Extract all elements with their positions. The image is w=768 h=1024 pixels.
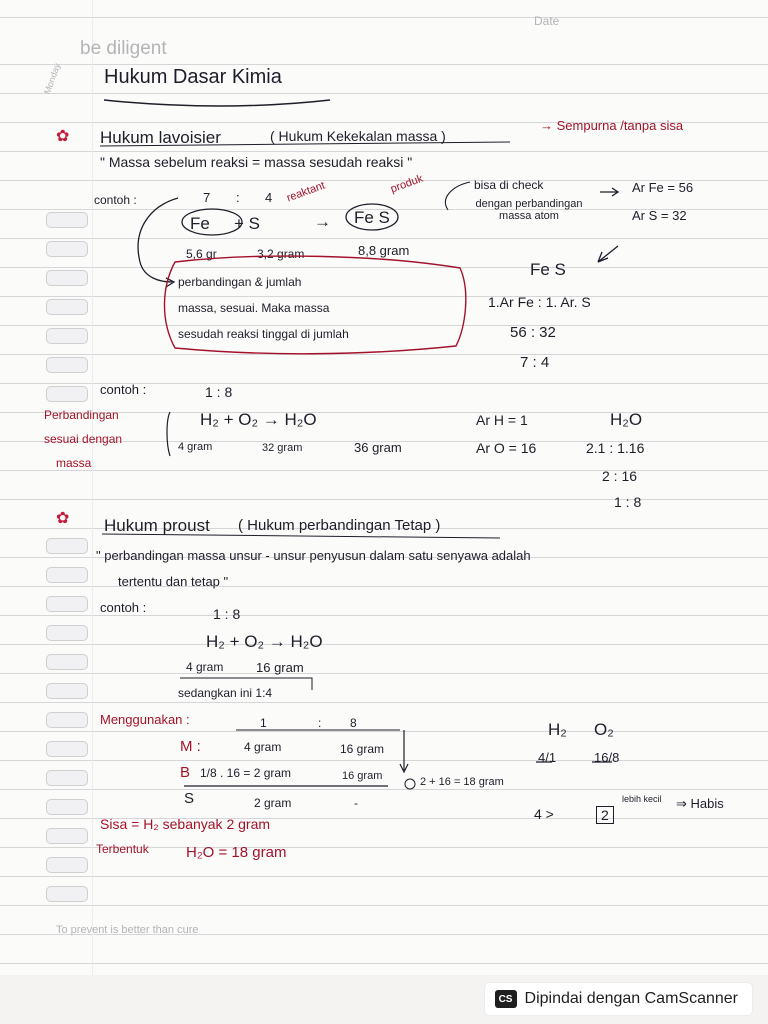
ratio-seven: 7 (203, 190, 211, 205)
minus-circle (405, 779, 415, 789)
fe-circle (182, 209, 242, 235)
o2-label: O₂ (594, 720, 614, 739)
sisa-line: Sisa = H₂ sebanyak 2 gram (100, 816, 271, 832)
day-label: Monday (42, 61, 63, 96)
lavoisier-note: → Sempurna /tanpa sisa (540, 118, 684, 133)
note-bracket (180, 678, 312, 690)
page-title: Hukum Dasar Kimia (104, 66, 282, 88)
lavoisier-subtitle: ( Hukum Kekekalan massa ) (270, 128, 446, 144)
ratio-colon: : (236, 190, 240, 205)
row-b-value-3: 2 + 16 = 18 gram (420, 776, 504, 788)
proust-note: sedangkan ini 1:4 (178, 686, 273, 700)
flower-bullet-icon: ✿ (56, 508, 70, 527)
proust-statement-2: tertentu dan tetap " (118, 574, 229, 589)
proust-mass-o2: 16 gram (256, 660, 304, 675)
scanner-footer (0, 975, 768, 1024)
eq2-mass-1: 4 gram (178, 441, 213, 453)
usage-ratio-1: 1 (260, 716, 267, 730)
bracket (167, 412, 170, 456)
usage-ratio-colon: : (318, 716, 322, 730)
ratio-four: 4 (265, 190, 273, 205)
terbentuk-value: H₂O = 18 gram (186, 844, 287, 861)
lavoisier-statement: " Massa sebelum reaksi = massa sesudah reaksi " (100, 154, 413, 170)
ar-o: Ar O = 16 (476, 440, 537, 456)
product-note: produk (388, 172, 425, 196)
date-label: Date (534, 14, 560, 28)
h2-label: H₂ (548, 720, 567, 739)
title-underline (104, 100, 330, 106)
row-s-label: S (184, 790, 195, 807)
h2o-ratio-2: 2 : 16 (602, 468, 638, 484)
compare-boxed-value: 2 (596, 806, 614, 824)
usage-label: Menggunakan : (100, 712, 190, 727)
row-m-value-1: 4 gram (244, 740, 282, 754)
check-note: bisa di check (474, 178, 544, 192)
proust-heading: Hukum proust (104, 516, 210, 535)
footer-motto: To prevent is better than cure (56, 924, 199, 936)
mass-fes: 8,8 gram (358, 243, 410, 258)
proust-underline (102, 534, 500, 538)
h2o-ratio-3: 1 : 8 (614, 494, 642, 510)
side-note-3: massa (56, 456, 92, 470)
terbentuk-label: Terbentuk (96, 842, 149, 856)
proust-subtitle: ( Hukum perbandingan Tetap ) (238, 517, 441, 534)
compare-note: lebih kecil (622, 794, 662, 804)
compare-note: dengan perbandingan massa atom (475, 198, 583, 222)
row-m-label: M : (180, 738, 201, 755)
box-line-3: sesudah reaksi tinggal di jumlah (178, 327, 349, 341)
equation-plus-s: + S (234, 214, 260, 233)
side-note-1: Perbandingan (44, 408, 119, 422)
compare-expression: 4 > (534, 806, 554, 822)
ar-row: 1.Ar Fe : 1. Ar. S (488, 294, 591, 310)
usage-ratio-8: 8 (350, 716, 357, 730)
ar-simple: 7 : 4 (520, 354, 550, 371)
proust-ratio: 1 : 8 (213, 606, 241, 622)
equation-fe: Fe (190, 214, 210, 233)
equation-product: Fe S (354, 208, 390, 227)
example2-ratio: 1 : 8 (205, 384, 233, 400)
side-note-2: sesuai dengan (44, 432, 123, 446)
equation-arrow: → (314, 212, 331, 231)
camscanner-logo-icon: CS (495, 990, 517, 1008)
row-b-value-1: 1/8 . 16 = 2 gram (200, 766, 292, 780)
usage-arrow (400, 730, 408, 772)
implies-arrow (600, 188, 618, 196)
mass-fe: 5,6 gr (186, 247, 217, 261)
h2o-label: H₂O (610, 410, 643, 429)
ar-s: Ar S = 32 (632, 208, 687, 223)
ar-fe: Ar Fe = 56 (632, 180, 694, 195)
row-s-value-2: - (354, 796, 358, 810)
proust-mass-h2: 4 gram (186, 660, 224, 674)
heading-underline (100, 142, 510, 146)
row-m-value-2: 16 gram (340, 742, 385, 756)
example-label: contoh : (94, 193, 137, 207)
ar-nums: 56 : 32 (510, 324, 556, 341)
brand-logo: be diligent (80, 38, 167, 59)
fraction-2: 16/8 (594, 750, 620, 765)
fraction-1: 4/1 (538, 750, 557, 765)
h2o-ratio-1: 2.1 : 1.16 (586, 440, 645, 456)
fes-circle (346, 204, 398, 230)
down-arrow (598, 246, 618, 262)
flower-bullet-icon: ✿ (56, 126, 70, 145)
ar-h: Ar H = 1 (476, 412, 528, 428)
fes-label: Fe S (530, 260, 566, 279)
eq2-mass-3: 36 gram (354, 440, 402, 455)
check-arrow (445, 182, 470, 210)
row-s-value-1: 2 gram (254, 796, 292, 810)
box-line-1: perbandingan & jumlah (178, 275, 302, 289)
summary-box (164, 256, 465, 354)
proust-example-label: contoh : (100, 600, 147, 615)
lavoisier-heading: Hukum lavoisier (100, 128, 221, 147)
row-b-value-2: 16 gram (342, 770, 383, 782)
reactant-note: reaktant (285, 179, 327, 205)
habis-label: ⇒ Habis (676, 796, 724, 811)
camscanner-badge (485, 983, 752, 1015)
mass-s: 3,2 gram (257, 247, 305, 261)
proust-statement-1: " perbandingan massa unsur - unsur penyusun dalam satu senyawa adalah (96, 548, 531, 563)
camscanner-text: Dipindai dengan CamScanner (524, 990, 738, 1007)
eq2-mass-2: 32 gram (262, 442, 303, 454)
row-b-label: B (180, 764, 191, 781)
proust-equation: H₂ + O₂ → H₂O (206, 632, 323, 651)
equation-2: H₂ + O₂ → H₂O (200, 410, 317, 429)
box-line-2: massa, sesuai. Maka massa (178, 301, 330, 315)
example2-label: contoh : (100, 382, 147, 397)
